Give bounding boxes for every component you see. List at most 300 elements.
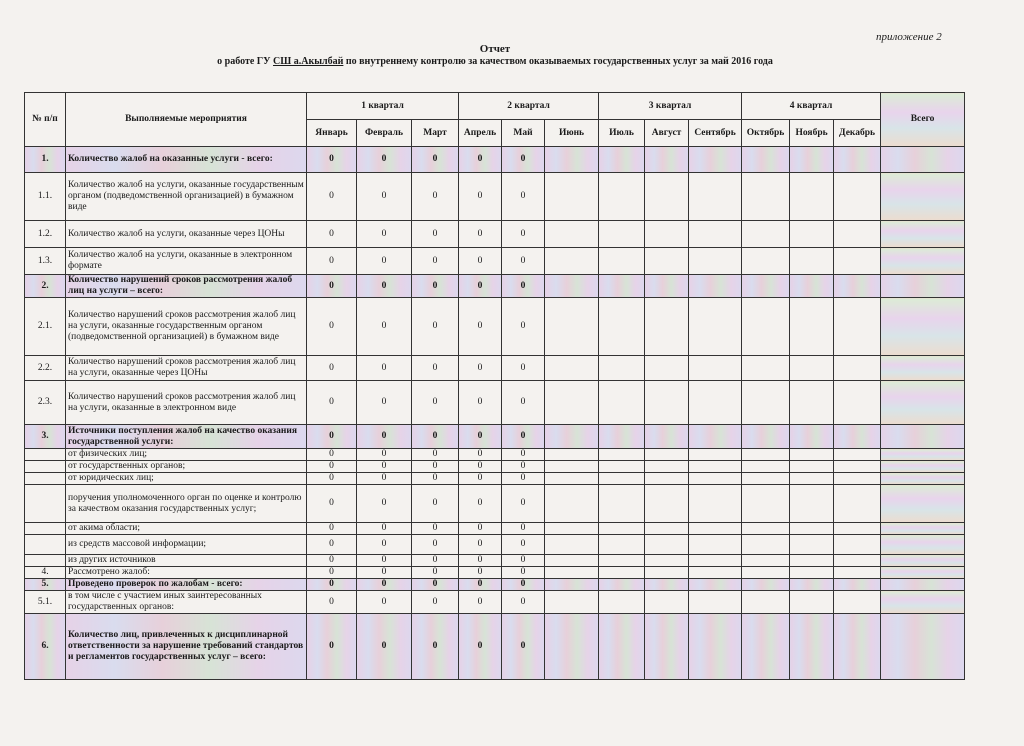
month-cell <box>742 147 790 173</box>
month-cell: 0 <box>412 461 459 473</box>
month-cell <box>742 591 790 614</box>
month-cell: 0 <box>459 567 502 579</box>
month-cell: 0 <box>459 173 502 221</box>
header-month: Май <box>502 120 545 147</box>
report-title: Отчет <box>479 43 511 55</box>
month-cell: 0 <box>459 425 502 449</box>
table-row <box>25 473 965 485</box>
month-cell <box>645 381 689 425</box>
month-cell <box>545 555 599 567</box>
table-row <box>25 173 965 221</box>
table-row <box>25 555 965 567</box>
month-cell: 0 <box>412 523 459 535</box>
month-cell: 0 <box>357 449 412 461</box>
month-cell: 0 <box>412 248 459 275</box>
month-cell: 0 <box>412 614 459 680</box>
month-cell: 0 <box>459 381 502 425</box>
row-number: 2.1. <box>25 298 66 356</box>
header-month: Апрель <box>459 120 502 147</box>
total-cell <box>881 298 965 356</box>
month-cell: 0 <box>502 591 545 614</box>
month-cell <box>645 535 689 555</box>
total-cell <box>881 535 965 555</box>
month-cell <box>742 523 790 535</box>
header-month: Январь <box>307 120 357 147</box>
month-cell <box>545 356 599 381</box>
month-cell <box>834 614 881 680</box>
total-cell <box>881 567 965 579</box>
total-cell <box>881 381 965 425</box>
row-label: Количество жалоб на услуги, оказанные в электронном формате <box>66 248 307 275</box>
month-cell <box>689 221 742 248</box>
month-cell <box>599 535 645 555</box>
month-cell <box>689 555 742 567</box>
month-cell <box>599 248 645 275</box>
header-month: Декабрь <box>834 120 881 147</box>
month-cell <box>599 449 645 461</box>
header-month: Июль <box>599 120 645 147</box>
row-label: Количество нарушений сроков рассмотрения жалоб лиц на услуги, оказанные через ЦОНы <box>66 356 307 381</box>
month-cell: 0 <box>412 485 459 523</box>
row-label: Количество жалоб на услуги, оказанные через ЦОНы <box>66 221 307 248</box>
month-cell: 0 <box>459 298 502 356</box>
month-cell <box>742 381 790 425</box>
month-cell: 0 <box>412 275 459 298</box>
month-cell <box>834 535 881 555</box>
month-cell: 0 <box>412 381 459 425</box>
month-cell <box>742 356 790 381</box>
month-cell: 0 <box>357 473 412 485</box>
row-number: 2.3. <box>25 381 66 425</box>
month-cell <box>545 381 599 425</box>
month-cell <box>742 535 790 555</box>
month-cell <box>545 523 599 535</box>
month-cell <box>790 535 834 555</box>
month-cell <box>545 221 599 248</box>
row-number: 1. <box>25 147 66 173</box>
row-number: 2. <box>25 275 66 298</box>
total-cell <box>881 248 965 275</box>
month-cell <box>742 614 790 680</box>
month-cell <box>834 381 881 425</box>
org-name: СШ а.Акылбай <box>273 56 344 67</box>
month-cell <box>689 485 742 523</box>
month-cell <box>790 485 834 523</box>
table-row <box>25 221 965 248</box>
month-cell: 0 <box>357 381 412 425</box>
total-cell <box>881 523 965 535</box>
subtitle-prefix: о работе ГУ <box>217 56 274 67</box>
total-cell <box>881 356 965 381</box>
month-cell <box>599 567 645 579</box>
total-cell <box>881 614 965 680</box>
row-label: Количество лиц, привлеченных к дисциплинарной ответственности за нарушение требований стандартов и регламентов государственных услуг – всего: <box>66 614 307 680</box>
month-cell: 0 <box>357 298 412 356</box>
table-row <box>25 356 965 381</box>
month-cell <box>742 173 790 221</box>
row-label: от физических лиц; <box>66 449 307 461</box>
month-cell <box>742 473 790 485</box>
table-row <box>25 147 965 173</box>
month-cell <box>599 485 645 523</box>
month-cell: 0 <box>502 485 545 523</box>
month-cell <box>834 221 881 248</box>
month-cell <box>834 579 881 591</box>
month-cell: 0 <box>357 425 412 449</box>
month-cell <box>689 535 742 555</box>
row-number <box>25 555 66 567</box>
month-cell <box>599 579 645 591</box>
month-cell: 0 <box>412 147 459 173</box>
month-cell: 0 <box>357 173 412 221</box>
month-cell <box>834 275 881 298</box>
row-number: 5. <box>25 579 66 591</box>
month-cell <box>545 567 599 579</box>
month-cell: 0 <box>459 579 502 591</box>
month-cell: 0 <box>357 275 412 298</box>
month-cell: 0 <box>307 567 357 579</box>
header-num: № п/п <box>25 93 66 147</box>
month-cell <box>689 356 742 381</box>
month-cell <box>599 173 645 221</box>
total-cell <box>881 275 965 298</box>
row-label: Рассмотрено жалоб: <box>66 567 307 579</box>
month-cell: 0 <box>459 485 502 523</box>
month-cell <box>742 461 790 473</box>
month-cell <box>645 591 689 614</box>
month-cell: 0 <box>502 173 545 221</box>
month-cell <box>742 248 790 275</box>
month-cell <box>742 579 790 591</box>
month-cell <box>599 298 645 356</box>
month-cell <box>645 485 689 523</box>
month-cell: 0 <box>357 485 412 523</box>
month-cell: 0 <box>412 579 459 591</box>
month-cell: 0 <box>412 356 459 381</box>
month-cell: 0 <box>502 461 545 473</box>
month-cell <box>545 298 599 356</box>
month-cell <box>742 298 790 356</box>
month-cell <box>545 461 599 473</box>
month-cell: 0 <box>502 555 545 567</box>
month-cell <box>599 221 645 248</box>
month-cell <box>599 461 645 473</box>
month-cell <box>834 555 881 567</box>
month-cell <box>545 147 599 173</box>
total-cell <box>881 173 965 221</box>
month-cell <box>742 275 790 298</box>
month-cell: 0 <box>357 614 412 680</box>
month-cell: 0 <box>459 147 502 173</box>
table-row <box>25 579 965 591</box>
month-cell: 0 <box>307 461 357 473</box>
month-cell: 0 <box>307 221 357 248</box>
row-number <box>25 449 66 461</box>
month-cell: 0 <box>502 535 545 555</box>
month-cell: 0 <box>357 523 412 535</box>
month-cell <box>599 381 645 425</box>
month-cell: 0 <box>357 535 412 555</box>
month-cell: 0 <box>357 591 412 614</box>
row-number: 1.2. <box>25 221 66 248</box>
month-cell <box>742 449 790 461</box>
month-cell: 0 <box>307 248 357 275</box>
month-cell <box>790 449 834 461</box>
header-month: Сентябрь <box>689 120 742 147</box>
month-cell: 0 <box>502 449 545 461</box>
month-cell: 0 <box>412 425 459 449</box>
month-cell <box>689 591 742 614</box>
month-cell <box>645 567 689 579</box>
month-cell <box>545 425 599 449</box>
month-cell: 0 <box>307 147 357 173</box>
month-cell: 0 <box>502 567 545 579</box>
table-row <box>25 523 965 535</box>
row-number <box>25 535 66 555</box>
total-cell <box>881 425 965 449</box>
month-cell <box>599 147 645 173</box>
month-cell <box>689 425 742 449</box>
row-label: Количество жалоб на оказанные услуги - всего: <box>66 147 307 173</box>
table-row <box>25 275 965 298</box>
month-cell: 0 <box>307 473 357 485</box>
month-cell: 0 <box>307 523 357 535</box>
month-cell: 0 <box>459 248 502 275</box>
month-cell: 0 <box>412 221 459 248</box>
month-cell <box>545 449 599 461</box>
month-cell: 0 <box>357 579 412 591</box>
month-cell: 0 <box>307 555 357 567</box>
month-cell <box>645 173 689 221</box>
table-row <box>25 591 965 614</box>
month-cell <box>834 473 881 485</box>
total-cell <box>881 555 965 567</box>
month-cell <box>689 567 742 579</box>
row-label: от акима области; <box>66 523 307 535</box>
month-cell: 0 <box>307 173 357 221</box>
header-month: Июнь <box>545 120 599 147</box>
month-cell <box>790 356 834 381</box>
month-cell <box>790 614 834 680</box>
month-cell: 0 <box>412 535 459 555</box>
month-cell <box>790 173 834 221</box>
month-cell <box>790 523 834 535</box>
month-cell <box>790 298 834 356</box>
month-cell <box>790 555 834 567</box>
month-cell: 0 <box>502 298 545 356</box>
month-cell: 0 <box>307 381 357 425</box>
month-cell: 0 <box>459 221 502 248</box>
header-month: Март <box>412 120 459 147</box>
month-cell <box>545 173 599 221</box>
month-cell: 0 <box>307 535 357 555</box>
header-month: Октябрь <box>742 120 790 147</box>
table-row <box>25 449 965 461</box>
month-cell <box>834 461 881 473</box>
month-cell: 0 <box>412 298 459 356</box>
table-row <box>25 614 965 680</box>
month-cell <box>599 614 645 680</box>
month-cell <box>645 147 689 173</box>
month-cell <box>790 579 834 591</box>
month-cell: 0 <box>502 425 545 449</box>
row-number <box>25 461 66 473</box>
month-cell <box>790 567 834 579</box>
header-quarter-1: 1 квартал <box>307 93 459 120</box>
total-cell <box>881 579 965 591</box>
month-cell <box>689 614 742 680</box>
month-cell <box>545 579 599 591</box>
header-quarter-3: 3 квартал <box>599 93 742 120</box>
month-cell: 0 <box>307 449 357 461</box>
month-cell <box>790 425 834 449</box>
month-cell <box>790 381 834 425</box>
month-cell: 0 <box>502 614 545 680</box>
month-cell <box>545 535 599 555</box>
month-cell <box>790 461 834 473</box>
month-cell: 0 <box>459 535 502 555</box>
month-cell <box>742 425 790 449</box>
month-cell <box>742 555 790 567</box>
subtitle-suffix: по внутреннему контролю за качеством оказываемых государственных услуг за май 2016 года <box>343 56 773 67</box>
month-cell: 0 <box>307 275 357 298</box>
total-cell <box>881 485 965 523</box>
month-cell <box>790 591 834 614</box>
month-cell <box>545 473 599 485</box>
header-month: Ноябрь <box>790 120 834 147</box>
header-quarter-4: 4 квартал <box>742 93 881 120</box>
month-cell <box>599 591 645 614</box>
header-month: Август <box>645 120 689 147</box>
month-cell <box>599 555 645 567</box>
month-cell: 0 <box>357 221 412 248</box>
month-cell <box>545 485 599 523</box>
month-cell <box>645 473 689 485</box>
month-cell: 0 <box>459 523 502 535</box>
row-label: Количество нарушений сроков рассмотрения жалоб лиц на услуги, оказанные в электронном виде <box>66 381 307 425</box>
row-label: из средств массовой информации; <box>66 535 307 555</box>
month-cell <box>834 248 881 275</box>
row-number: 1.1. <box>25 173 66 221</box>
month-cell <box>645 356 689 381</box>
month-cell <box>599 523 645 535</box>
month-cell <box>545 591 599 614</box>
row-number: 5.1. <box>25 591 66 614</box>
month-cell <box>645 461 689 473</box>
month-cell <box>834 298 881 356</box>
table-row <box>25 567 965 579</box>
month-cell: 0 <box>307 356 357 381</box>
month-cell <box>689 275 742 298</box>
month-cell: 0 <box>502 473 545 485</box>
row-label: Количество нарушений сроков рассмотрения жалоб лиц на услуги – всего: <box>66 275 307 298</box>
month-cell <box>689 173 742 221</box>
row-label: поручения уполномоченного орган по оценке и контролю за качеством оказания государственных услуг; <box>66 485 307 523</box>
row-number: 4. <box>25 567 66 579</box>
month-cell <box>834 567 881 579</box>
month-cell: 0 <box>357 147 412 173</box>
appendix-label: приложение 2 <box>876 31 942 43</box>
month-cell: 0 <box>357 356 412 381</box>
row-label: Количество нарушений сроков рассмотрения жалоб лиц на услуги, оказанные государственным органом (подведомственной организацией) в бумажном виде <box>66 298 307 356</box>
total-cell <box>881 591 965 614</box>
month-cell: 0 <box>459 275 502 298</box>
month-cell: 0 <box>459 591 502 614</box>
month-cell: 0 <box>459 449 502 461</box>
month-cell: 0 <box>502 275 545 298</box>
month-cell <box>645 275 689 298</box>
header-month: Февраль <box>357 120 412 147</box>
month-cell <box>689 523 742 535</box>
month-cell: 0 <box>307 298 357 356</box>
month-cell <box>689 449 742 461</box>
month-cell <box>834 356 881 381</box>
row-label: Количество жалоб на услуги, оказанные государственным органом (подведомственной организацией) в бумажном виде <box>66 173 307 221</box>
month-cell: 0 <box>357 461 412 473</box>
table-row <box>25 381 965 425</box>
table-row <box>25 425 965 449</box>
month-cell <box>790 248 834 275</box>
total-cell <box>881 473 965 485</box>
month-cell <box>545 248 599 275</box>
month-cell <box>645 579 689 591</box>
month-cell <box>689 248 742 275</box>
month-cell <box>689 298 742 356</box>
month-cell <box>689 461 742 473</box>
row-label: от государственных органов; <box>66 461 307 473</box>
month-cell <box>742 485 790 523</box>
month-cell <box>689 147 742 173</box>
month-cell: 0 <box>502 381 545 425</box>
header-quarter-2: 2 квартал <box>459 93 599 120</box>
month-cell: 0 <box>459 614 502 680</box>
month-cell <box>834 591 881 614</box>
header-total: Всего <box>881 93 965 147</box>
month-cell <box>790 473 834 485</box>
month-cell: 0 <box>412 591 459 614</box>
month-cell: 0 <box>357 248 412 275</box>
month-cell <box>599 473 645 485</box>
month-cell: 0 <box>307 614 357 680</box>
row-number: 1.3. <box>25 248 66 275</box>
month-cell <box>790 275 834 298</box>
month-cell <box>599 275 645 298</box>
row-label: Источники поступления жалоб на качество оказания государственной услуги: <box>66 425 307 449</box>
month-cell <box>790 221 834 248</box>
month-cell: 0 <box>307 485 357 523</box>
month-cell: 0 <box>502 356 545 381</box>
month-cell: 0 <box>412 555 459 567</box>
row-label: Проведено проверок по жалобам - всего: <box>66 579 307 591</box>
month-cell: 0 <box>459 461 502 473</box>
header-activity: Выполняемые мероприятия <box>66 93 307 147</box>
month-cell <box>599 356 645 381</box>
row-label: от юридических лиц; <box>66 473 307 485</box>
month-cell: 0 <box>502 523 545 535</box>
month-cell: 0 <box>502 147 545 173</box>
month-cell <box>742 221 790 248</box>
table-row <box>25 485 965 523</box>
month-cell <box>689 473 742 485</box>
month-cell: 0 <box>357 567 412 579</box>
row-label: в том числе с участием иных заинтересованных государственных органов: <box>66 591 307 614</box>
row-number: 3. <box>25 425 66 449</box>
month-cell: 0 <box>412 449 459 461</box>
table-row <box>25 535 965 555</box>
row-number <box>25 485 66 523</box>
month-cell <box>545 275 599 298</box>
month-cell <box>599 425 645 449</box>
